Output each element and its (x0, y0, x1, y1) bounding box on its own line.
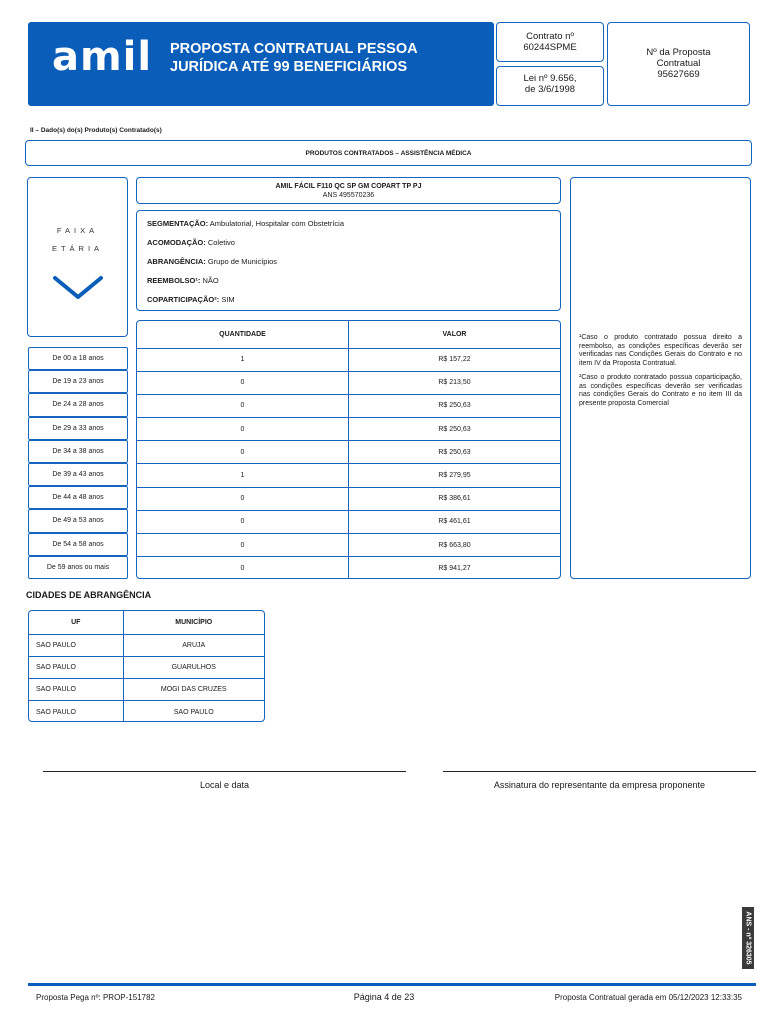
faixa-etaria-label (28, 222, 127, 258)
age-range-list (28, 347, 128, 579)
proposal-number-box (607, 22, 750, 106)
quantity-cell: 0 (137, 371, 349, 394)
footnote-coparticipacao: ²Caso o produto contratado possua coparticipação, as condições específicas deverão ser verificadas nas condições Gerais do Contrato e no item III da presente proposta Comercial (579, 374, 742, 407)
product-detail-line (147, 237, 550, 256)
age-range-item: De 54 a 58 anos (28, 533, 128, 556)
age-range-item: De 59 anos ou mais (28, 556, 128, 579)
value-cell: R$ 250,63 (349, 441, 561, 464)
law-line-2: de 3/6/1998 (524, 84, 576, 95)
table-row (137, 418, 560, 441)
footer-proposal-id: Proposta Pega nº: PROP-151782 (36, 993, 155, 1002)
product-detail-line (147, 275, 550, 294)
age-range-item: De 24 a 28 anos (28, 393, 128, 416)
quantity-cell: 0 (137, 557, 349, 579)
age-range-item: De 44 a 48 anos (28, 486, 128, 509)
age-range-item: De 29 a 33 anos (28, 417, 128, 440)
table-row (29, 701, 264, 722)
cities-table-box (28, 610, 265, 722)
municipio-cell: SAO PAULO (173, 708, 214, 716)
faixa-etaria-box (27, 177, 128, 337)
detail-value: Coletivo (207, 238, 235, 247)
cities-table (29, 611, 264, 722)
products-header: PRODUTOS CONTRATADOS – ASSISTÊNCIA MÉDICA (25, 140, 752, 166)
proposal-number: 95627669 (657, 69, 700, 80)
quantity-cell: 0 (137, 418, 349, 441)
table-row (137, 394, 560, 417)
quantity-cell: 0 (137, 394, 349, 417)
municipio-cell: ARUJA (123, 634, 264, 656)
quantity-cell: 1 (137, 348, 349, 371)
municipio-header: MUNICÍPIO (123, 611, 264, 634)
detail-value: SIM (221, 295, 235, 304)
product-detail-line (147, 294, 550, 313)
proposal-label: Nº da Proposta Contratual (646, 47, 711, 69)
table-row (137, 557, 560, 579)
table-row (29, 634, 264, 656)
detail-value: NÃO (202, 276, 219, 285)
contract-number-box (496, 22, 604, 62)
quantity-header: QUANTIDADE (137, 321, 349, 348)
chevron-down-icon (52, 274, 104, 302)
signature-label: Assinatura do representante da empresa proponente (493, 780, 706, 790)
detail-label: ACOMODAÇÃO: (147, 238, 206, 247)
cities-title: CIDADES DE ABRANGÊNCIA (26, 590, 152, 600)
value-cell: R$ 386,61 (349, 487, 561, 510)
amil-logo: amil (52, 34, 153, 80)
detail-label: COPARTICIPAÇÃO²: (147, 295, 220, 304)
table-row (137, 510, 560, 533)
detail-label: SEGMENTAÇÃO: (147, 219, 209, 228)
uf-cell: SAO PAULO (29, 634, 123, 656)
product-detail-line (147, 218, 550, 237)
quantity-cell: 0 (137, 441, 349, 464)
age-range-item: De 00 a 18 anos (28, 347, 128, 370)
product-detail-line (147, 256, 550, 275)
detail-label: REEMBOLSO¹: (147, 276, 201, 285)
quantity-cell: 0 (137, 510, 349, 533)
value-cell: R$ 157,22 (349, 348, 561, 371)
value-cell: R$ 279,95 (349, 464, 561, 487)
uf-header: UF (29, 611, 123, 634)
faixa-line-2: ETÁRIA (51, 244, 104, 253)
local-date-label: Local e data (199, 780, 250, 790)
product-name: AMIL FÁCIL F110 QC SP GM COPART TP PJ (275, 183, 422, 190)
municipio-cell: MOGI DAS CRUZES (123, 679, 264, 701)
detail-value: Grupo de Municípios (207, 257, 278, 266)
table-row (137, 348, 560, 371)
footer-generated-date: Proposta Contratual gerada em 05/12/2023 12:33:35 (554, 993, 742, 1002)
contract-label: Contrato nº (526, 31, 574, 42)
quantity-cell: 1 (137, 464, 349, 487)
value-cell: R$ 250,63 (349, 418, 561, 441)
footnotes-box (570, 177, 751, 579)
price-table (137, 321, 560, 579)
detail-label: ABRANGÊNCIA: (147, 257, 206, 266)
contract-number: 60244SPME (523, 42, 577, 53)
footnote-reembolso: ¹Caso o produto contratado possua direito a reembolso, as condições específicas deverão ser verificadas nas Condições Gerais do Contrato e no item IV da Proposta Contratual. (579, 334, 742, 367)
value-cell: R$ 663,80 (349, 534, 561, 557)
product-ans: ANS 495570236 (322, 192, 375, 199)
product-name-box (136, 177, 561, 204)
value-cell: R$ 250,63 (349, 394, 561, 417)
table-row (137, 464, 560, 487)
table-row (29, 656, 264, 678)
page-number: Página 4 de 23 (353, 992, 415, 1002)
product-details (136, 210, 561, 311)
value-cell: R$ 941,27 (438, 565, 471, 573)
quantity-cell: 0 (137, 534, 349, 557)
quantity-cell: 0 (137, 487, 349, 510)
detail-value: Ambulatorial, Hospitalar com Obstetrícia (209, 219, 345, 228)
value-cell: R$ 461,61 (349, 510, 561, 533)
uf-cell: SAO PAULO (29, 656, 123, 678)
local-date-line (43, 771, 406, 772)
uf-cell: SAO PAULO (29, 701, 123, 722)
section-title: II – Dado(s) do(s) Produto(s) Contratado(s) (30, 127, 162, 134)
age-range-item: De 19 a 23 anos (28, 370, 128, 393)
age-range-item: De 49 a 53 anos (28, 509, 128, 532)
value-header: VALOR (349, 321, 561, 348)
ans-stamp (742, 907, 754, 969)
document-title: PROPOSTA CONTRATUAL PESSOA JURÍDICA ATÉ 99 BENEFICIÁRIOS (170, 41, 418, 75)
municipio-cell: GUARULHOS (123, 656, 264, 678)
uf-cell: SAO PAULO (29, 679, 123, 701)
value-cell: R$ 213,50 (349, 371, 561, 394)
footer-rule (28, 983, 756, 986)
law-box (496, 66, 604, 106)
age-range-item: De 39 a 43 anos (28, 463, 128, 486)
table-row (137, 534, 560, 557)
age-range-item: De 34 a 38 anos (28, 440, 128, 463)
law-line-1: Lei nº 9.656, (523, 73, 577, 84)
faixa-line-1: FAIXA (56, 226, 99, 235)
table-row (137, 441, 560, 464)
signature-line (443, 771, 756, 772)
table-row (137, 371, 560, 394)
header-banner (28, 22, 494, 106)
table-row (137, 487, 560, 510)
ans-stamp-text: ANS - nº 326305 (744, 911, 752, 965)
price-table-box (136, 320, 561, 579)
table-row (29, 679, 264, 701)
